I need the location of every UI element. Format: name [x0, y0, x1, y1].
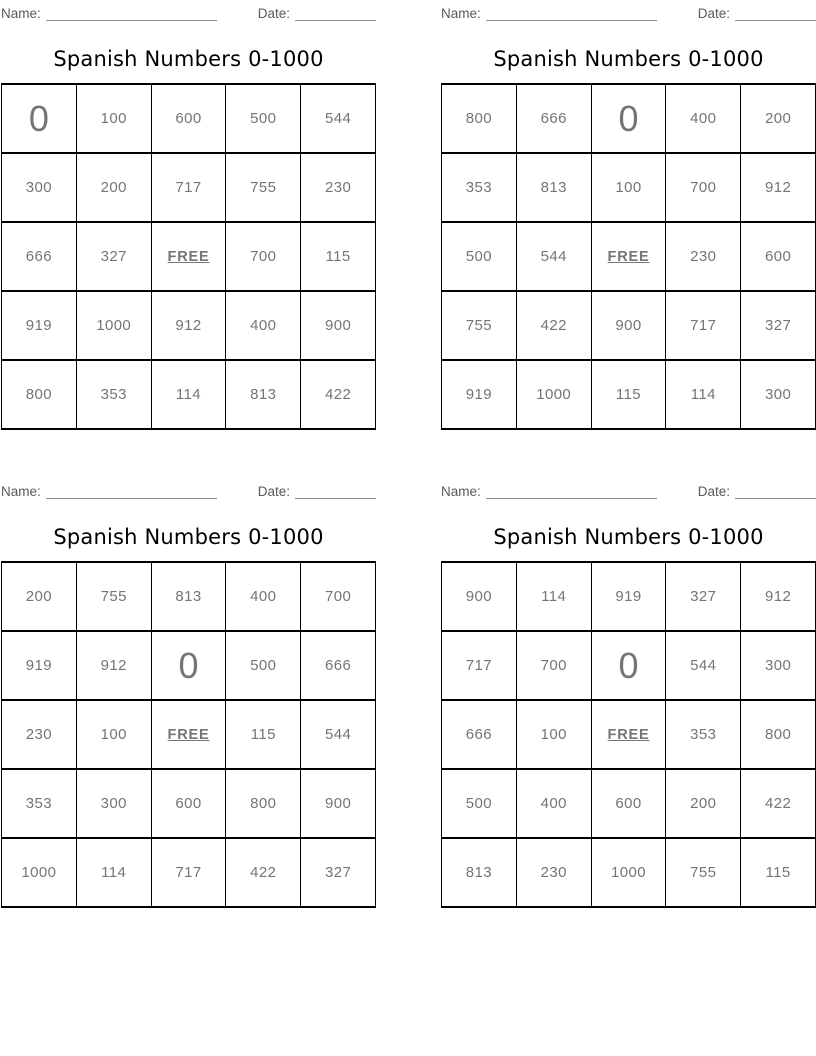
- name-blank-line: [486, 488, 657, 499]
- bingo-cell: 327: [666, 562, 741, 631]
- bingo-cell: 422: [741, 769, 816, 838]
- bingo-cell: 912: [741, 562, 816, 631]
- name-blank-line: [46, 488, 217, 499]
- bingo-cell: 666: [2, 222, 77, 291]
- bingo-cell: 800: [741, 700, 816, 769]
- bingo-row: [2, 153, 376, 222]
- bingo-card-4: [441, 483, 816, 908]
- bingo-cell: 1000: [76, 291, 151, 360]
- bingo-cell: 422: [301, 360, 376, 429]
- bingo-cell: 544: [301, 84, 376, 153]
- card-title: Spanish Numbers 0-1000: [53, 47, 324, 71]
- bingo-cell: 813: [442, 838, 517, 907]
- bingo-cell: 114: [516, 562, 591, 631]
- bingo-card-1: [1, 5, 376, 430]
- bingo-cell: 230: [516, 838, 591, 907]
- bingo-cell: 800: [2, 360, 77, 429]
- bingo-cell: 919: [442, 360, 517, 429]
- bingo-cell: 900: [591, 291, 666, 360]
- bingo-cell: 755: [442, 291, 517, 360]
- date-blank-line: [295, 10, 376, 21]
- bingo-cell: 700: [226, 222, 301, 291]
- bingo-cell: 353: [76, 360, 151, 429]
- bingo-cell: 666: [516, 84, 591, 153]
- bingo-cell: 600: [151, 84, 226, 153]
- bingo-grid: [1, 83, 376, 430]
- bingo-cell: 900: [301, 291, 376, 360]
- bingo-cell: 0: [591, 631, 666, 700]
- card-title: Spanish Numbers 0-1000: [53, 525, 324, 549]
- bingo-row: [442, 291, 816, 360]
- bingo-cell: 919: [591, 562, 666, 631]
- free-cell: FREE: [591, 222, 666, 291]
- bingo-cell: 800: [442, 84, 517, 153]
- bingo-cell: 114: [76, 838, 151, 907]
- bingo-cell: 327: [741, 291, 816, 360]
- bingo-card-2: [441, 5, 816, 430]
- card-header: [1, 483, 376, 500]
- bingo-cell: 1000: [2, 838, 77, 907]
- bingo-cell: 813: [516, 153, 591, 222]
- card-header: [441, 5, 816, 22]
- bingo-row: [442, 153, 816, 222]
- card-title: Spanish Numbers 0-1000: [493, 525, 764, 549]
- bingo-cell: 700: [666, 153, 741, 222]
- bingo-cell: 230: [2, 700, 77, 769]
- bingo-cell: 912: [76, 631, 151, 700]
- date-blank-line: [735, 488, 816, 499]
- bingo-cell: 100: [76, 84, 151, 153]
- bingo-cell: 200: [2, 562, 77, 631]
- bingo-cell: 500: [442, 769, 517, 838]
- bingo-cell: 717: [151, 153, 226, 222]
- bingo-cell: 544: [666, 631, 741, 700]
- bingo-cell: 1000: [516, 360, 591, 429]
- date-label: Date:: [697, 6, 731, 21]
- name-label: Name:: [1, 6, 41, 21]
- date-label: Date:: [697, 484, 731, 499]
- bingo-cell: 400: [226, 562, 301, 631]
- bingo-cell: 353: [2, 769, 77, 838]
- bingo-cell: 900: [301, 769, 376, 838]
- bingo-cell: 114: [666, 360, 741, 429]
- bingo-row: [442, 838, 816, 907]
- bingo-cell: 300: [741, 360, 816, 429]
- bingo-row: [2, 700, 376, 769]
- name-label: Name:: [441, 484, 481, 499]
- bingo-row: [442, 360, 816, 429]
- bingo-cell: 717: [666, 291, 741, 360]
- bingo-grid: [441, 561, 816, 908]
- free-cell: FREE: [151, 700, 226, 769]
- bingo-cell: 912: [741, 153, 816, 222]
- bingo-cell: 114: [151, 360, 226, 429]
- bingo-cell: 100: [516, 700, 591, 769]
- bingo-cell: 400: [516, 769, 591, 838]
- bingo-cell: 800: [226, 769, 301, 838]
- free-cell: FREE: [591, 700, 666, 769]
- bingo-cell: 0: [591, 84, 666, 153]
- bingo-row: [442, 84, 816, 153]
- bingo-cell: 919: [2, 631, 77, 700]
- bingo-cell: 700: [516, 631, 591, 700]
- bingo-cell: 666: [442, 700, 517, 769]
- bingo-cell: 717: [151, 838, 226, 907]
- bingo-cell: 200: [666, 769, 741, 838]
- bingo-cell: 755: [226, 153, 301, 222]
- bingo-cell: 422: [226, 838, 301, 907]
- bingo-cell: 500: [442, 222, 517, 291]
- free-cell: FREE: [151, 222, 226, 291]
- bingo-cell: 544: [516, 222, 591, 291]
- bingo-card-3: [1, 483, 376, 908]
- bingo-cell: 600: [151, 769, 226, 838]
- bingo-cell: 353: [666, 700, 741, 769]
- bingo-cell: 900: [442, 562, 517, 631]
- bingo-cell: 115: [226, 700, 301, 769]
- card-header: [441, 483, 816, 500]
- bingo-row: [442, 631, 816, 700]
- bingo-cell: 1000: [591, 838, 666, 907]
- bingo-cell: 600: [591, 769, 666, 838]
- bingo-grid: [441, 83, 816, 430]
- bingo-cell: 755: [666, 838, 741, 907]
- bingo-cell: 755: [76, 562, 151, 631]
- bingo-cell: 353: [442, 153, 517, 222]
- bingo-cell: 919: [2, 291, 77, 360]
- bingo-cell: 115: [301, 222, 376, 291]
- bingo-cell: 300: [76, 769, 151, 838]
- bingo-cell: 200: [741, 84, 816, 153]
- bingo-row: [2, 562, 376, 631]
- date-blank-line: [295, 488, 376, 499]
- date-blank-line: [735, 10, 816, 21]
- bingo-row: [442, 700, 816, 769]
- bingo-grid: [1, 561, 376, 908]
- bingo-cell: 100: [591, 153, 666, 222]
- bingo-cell: 717: [442, 631, 517, 700]
- bingo-cell: 327: [76, 222, 151, 291]
- bingo-row: [2, 291, 376, 360]
- bingo-cell: 200: [76, 153, 151, 222]
- bingo-cell: 400: [666, 84, 741, 153]
- bingo-cell: 813: [151, 562, 226, 631]
- bingo-cell: 327: [301, 838, 376, 907]
- bingo-cell: 500: [226, 84, 301, 153]
- bingo-cell: 544: [301, 700, 376, 769]
- name-blank-line: [486, 10, 657, 21]
- bingo-row: [2, 838, 376, 907]
- bingo-cell: 115: [741, 838, 816, 907]
- bingo-cell: 100: [76, 700, 151, 769]
- bingo-row: [442, 562, 816, 631]
- date-label: Date:: [257, 6, 291, 21]
- date-label: Date:: [257, 484, 291, 499]
- card-title: Spanish Numbers 0-1000: [493, 47, 764, 71]
- bingo-cell: 230: [666, 222, 741, 291]
- bingo-cell: 813: [226, 360, 301, 429]
- bingo-cell: 666: [301, 631, 376, 700]
- bingo-cell: 400: [226, 291, 301, 360]
- bingo-row: [2, 769, 376, 838]
- bingo-cell: 0: [151, 631, 226, 700]
- bingo-row: [2, 222, 376, 291]
- bingo-cell: 300: [741, 631, 816, 700]
- name-label: Name:: [1, 484, 41, 499]
- bingo-row: [442, 769, 816, 838]
- bingo-cell: 600: [741, 222, 816, 291]
- name-label: Name:: [441, 6, 481, 21]
- bingo-cell: 912: [151, 291, 226, 360]
- bingo-cell: 500: [226, 631, 301, 700]
- bingo-cell: 230: [301, 153, 376, 222]
- bingo-cell: 700: [301, 562, 376, 631]
- card-header: [1, 5, 376, 22]
- bingo-row: [2, 360, 376, 429]
- bingo-cell: 300: [2, 153, 77, 222]
- bingo-cell: 115: [591, 360, 666, 429]
- bingo-row: [2, 84, 376, 153]
- bingo-row: [2, 631, 376, 700]
- bingo-cell: 0: [2, 84, 77, 153]
- name-blank-line: [46, 10, 217, 21]
- bingo-row: [442, 222, 816, 291]
- bingo-cell: 422: [516, 291, 591, 360]
